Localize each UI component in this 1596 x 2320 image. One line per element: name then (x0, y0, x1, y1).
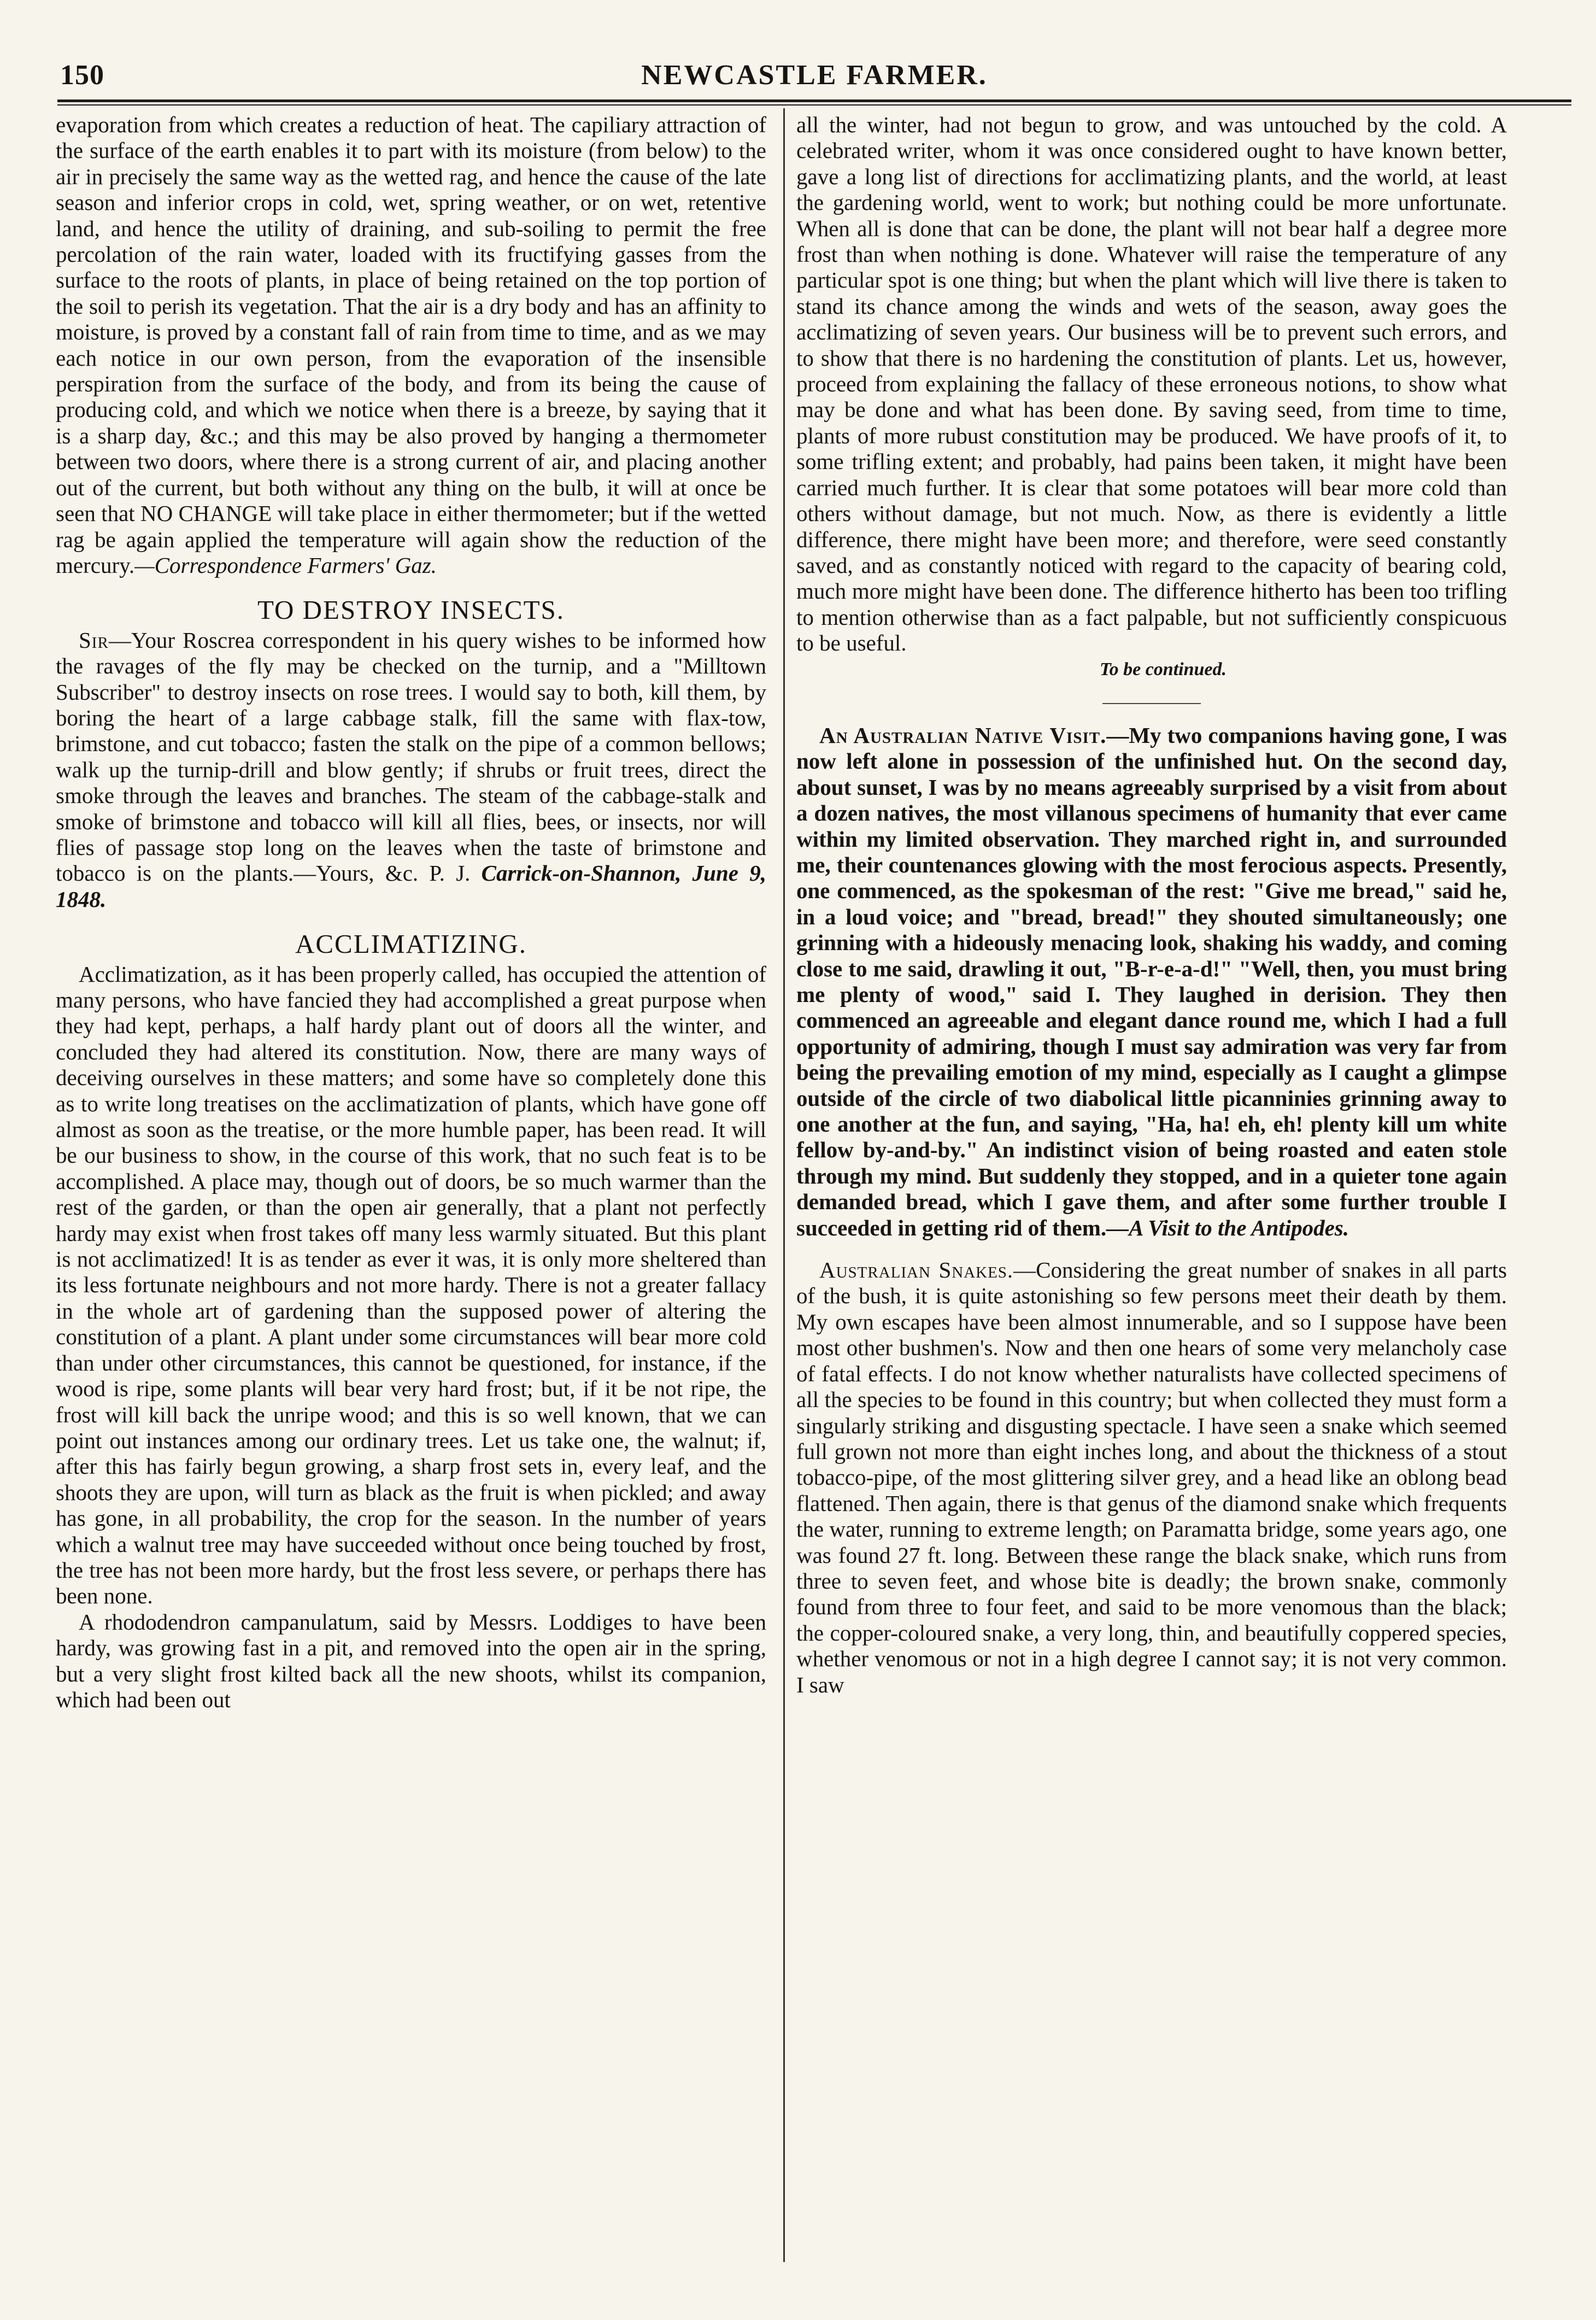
insects-paragraph (56, 628, 766, 912)
acclimatizing-paragraph-1: Acclimatization, as it has been properly called, has occupied the attention of many persons, who have fancied they had accomplished a great purpose when they had kept, perhaps, a half hardy plant out of doors all the winter, and concluded they had altered its constitution. Now, there are many ways of deceiving ourselves in these matters; and some have so completely done this as to write long treatises on the acclimatization of plants, which have gone off almost as soon as the treatise, or the more humble paper, has been read. It will be our business to show, in the course of this work, that no such feat is to be accomplished. A place may, though out of doors, be so much warmer than the rest of the garden, or than the open air generally, that a plant not perfectly hardy may exist when frost takes off many less warmly situated. But this plant is not acclimatized! It is as tender as ever it was, it is only more sheltered than its less fortunate neighbours and not more hardy. There is not a greater fallacy in the whole art of gardening than the supposed power of altering the constitution of a plant. A plant under some circumstances will bear more cold than under other circumstances, this cannot be questioned, for instance, if the wood is ripe, some plants will bear very hard frost; but, if it be not ripe, the frost will kill back the unripe wood; and this is so well known, that we can point out instances among our ordinary trees. Let us take one, the walnut; if, after this has fairly begun growing, a sharp frost sets in, every leaf, and the shoots they are upon, will turn as black as the fruit is when pickled; and away has gone, in all probability, the crop for the season. In the number of years which a walnut tree may have succeeded without once being touched by frost, the tree has not been more hardy, but the frost less severe, or perhaps there has been none. (56, 961, 766, 1609)
header-rule-thick (57, 99, 1571, 102)
column-divider (783, 108, 785, 2262)
left-column (56, 112, 766, 2260)
continued-note: To be continued. (1099, 659, 1227, 679)
insects-heading: TO DESTROY INSECTS. (257, 595, 565, 625)
page-number: 150 (60, 60, 104, 91)
page-header (57, 59, 1571, 96)
native-visit-text: —My two companions having gone, I was now left alone in possession of the unfinished hut. On the second day, about sunset, I was by no means agreeably surprised by a visit from about a dozen natives, the most villanous specimens of humanity that ever came within my limited observation. They marched right in, and surrounded me, their countenances glowing with the most ferocious aspects. Presently, one commenced, as the spokesman of the rest: "Give me bread," said he, in a loud voice; and "bread, bread!" they shouted simultaneously; one grinning with a hideously menacing look, shaking his waddy, and coming close to me said, drawling it out, "B-r-e-a-d!" "Well, then, you must bring me plenty of wood," said I. They laughed in derision. They then commenced an agreeable and elegant dance round me, which I had a full opportunity of admiring, though I must say admiration was very far from being the prevailing emotion of my mind, especially as I caught a glimpse outside of the circle of two diabolical little picanninies grinning away to one another at the fun, and saying, "Ha, ha! eh, eh! plenty kill um white fellow by-and-by." An indistinct vision of being roasted and eaten stole through my mind. But suddenly they stopped, and in a quieter tone again demanded bread, which I gave them, and after some further trouble I succeeded in getting rid of them. (796, 722, 1507, 1240)
snakes-title: Australian Snakes. (819, 1257, 1014, 1283)
snakes-text: —Considering the great number of snakes in all parts of the bush, it is quite astonishing so few persons meet their death by them. My own escapes have been almost innumerable, and so I suppose have been most other bushmen's. Now and then one hears of some very melancholy case of fatal effects. I do not know whether naturalists have collected specimens of all the species to be found in this country; but when collected they must form a singularly striking and disgusting spectacle. I have seen a snake which seemed full grown not more than eight inches long, and about the thickness of a stout tobacco-pipe, of the most glittering silver grey, and a head like an oblong bead flattened. Then again, there is that genus of the diamond snake which frequents the water, running to extreme length; on Paramatta bridge, some years ago, one was found 27 ft. long. Between these range the black snake, which runs from three to seven feet, and whose bite is deadly; the brown snake, commonly found from three to four feet, and said to be more venomous than the black; the copper-coloured snake, a very long, thin, and beautifully coppered species, whether venomous or not in a high degree I cannot say; it is not very common. I saw (796, 1257, 1507, 1697)
acclimatizing-continuation: all the winter, had not begun to grow, and was untouched by the cold. A celebrated writer, whom it was once considered ought to have known better, gave a long list of directions for acclimatizing plants, and the world, at least the gardening world, went to work; but nothing could be more unfortunate. When all is done that can be done, the plant will not bear half a degree more frost than when nothing is done. Whatever will raise the temperature of any particular spot is one thing; but when the plant which will live there is taken to stand its chance among the winds and wets of the season, away goes the acclimatizing of seven years. Our business will be to prevent such errors, and to show that there is no hardening the constitution of plants. Let us, however, proceed from explaining the fallacy of these erroneous notions, to show what may be done and what has been done. By saving seed, from time to time, plants of more rubust constitution may be produced. We have proofs of it, to some trifling extent; and probably, had pains been taken, it might have been carried much further. It is clear that some potatoes will bear more cold than others without damage, but not much. Now, as there is evidently a little difference, there might have been more; and therefore, were seed constantly saved, and as constantly noticed with regard to the capacity of bearing cold, much more might have been done. The difference hitherto has been too trifling to mention otherwise than as a fact palpable, but not sufficiently conspicuous to be useful. (796, 112, 1507, 656)
native-visit-paragraph (796, 723, 1507, 1241)
evaporation-signature: —Correspondence Farmers' Gaz. (134, 552, 437, 578)
insects-salutation: Sir (79, 627, 109, 653)
evaporation-paragraph (56, 112, 766, 578)
acclimatizing-paragraph-2: A rhododendron campanulatum, said by Messrs. Loddiges to have been hardy, was growing fast in a pit, and removed into the open air in the spring, but a very slight frost kilted back all the new shoots, whilst its companion, which had been out (56, 1609, 766, 1712)
native-visit-source: —A Visit to the Antipodes. (1106, 1215, 1349, 1240)
snakes-paragraph (796, 1257, 1507, 1698)
header-rule-thin (57, 104, 1571, 106)
native-visit-title: An Australian Native Visit. (819, 722, 1107, 748)
evaporation-text: evaporation from which creates a reduction of heat. The capiliary attraction of the surface of the earth enables it to part with its moisture (from below) to the air in precisely the same way as the wetted rag, and hence the cause of the late season and inferior crops in cold, wet, spring weather, or on wet, retentive land, and hence the utility of draining, and sub-soiling to permit the free percolation of the rain water, loaded with its fructifying gasses from the surface to the roots of plants, in place of being retained on the top portion of the soil to perish its vegetation. That the air is a dry body and has an affinity to moisture, is proved by a constant fall of rain from time to time, and as we may each notice in our own person, from the evaporation of the insensible perspiration from the surface of the body, and from its being the cause of producing cold, and which we notice when there is a breeze, by saying that it is a sharp day, &c.; and this may be also proved by hanging a thermometer between two doors, where there is a strong current of air, and placing another out of the current, but both without any thing on the bulb, it will at once be seen that NO CHANGE will take place in either thermometer; but if the wetted rag be again applied the temperature will again show the reduction of the mercury. (56, 112, 766, 578)
insects-text: —Your Roscrea correspondent in his query wishes to be informed how the ravages of the fly may be checked on the turnip, and a "Milltown Subscriber" to destroy insects on rose trees. I would say to both, kill them, by boring the heart of a large cabbage stalk, fill the same with flax-tow, brimstone, and cut tobacco; fasten the stalk on the pipe of a common bellows; walk up the turnip-drill and blow gently; if shrubs or fruit trees, direct the smoke through the leaves and branches. The steam of the cabbage-stalk and smoke of brimstone and tobacco will kill all flies, bees, or insects, nor will flies of passage stop long on the leaves when the taste of brimstone and tobacco is on the plants.—Yours, &c. P. J. (56, 627, 766, 886)
right-column (796, 112, 1507, 2260)
running-title: NEWCASTLE FARMER. (641, 60, 988, 91)
section-separator (1102, 703, 1201, 704)
insects-signature: Carrick-on-Shannon, June 9, 1848. (56, 860, 766, 912)
acclimatizing-heading: ACCLIMATIZING. (295, 929, 527, 959)
